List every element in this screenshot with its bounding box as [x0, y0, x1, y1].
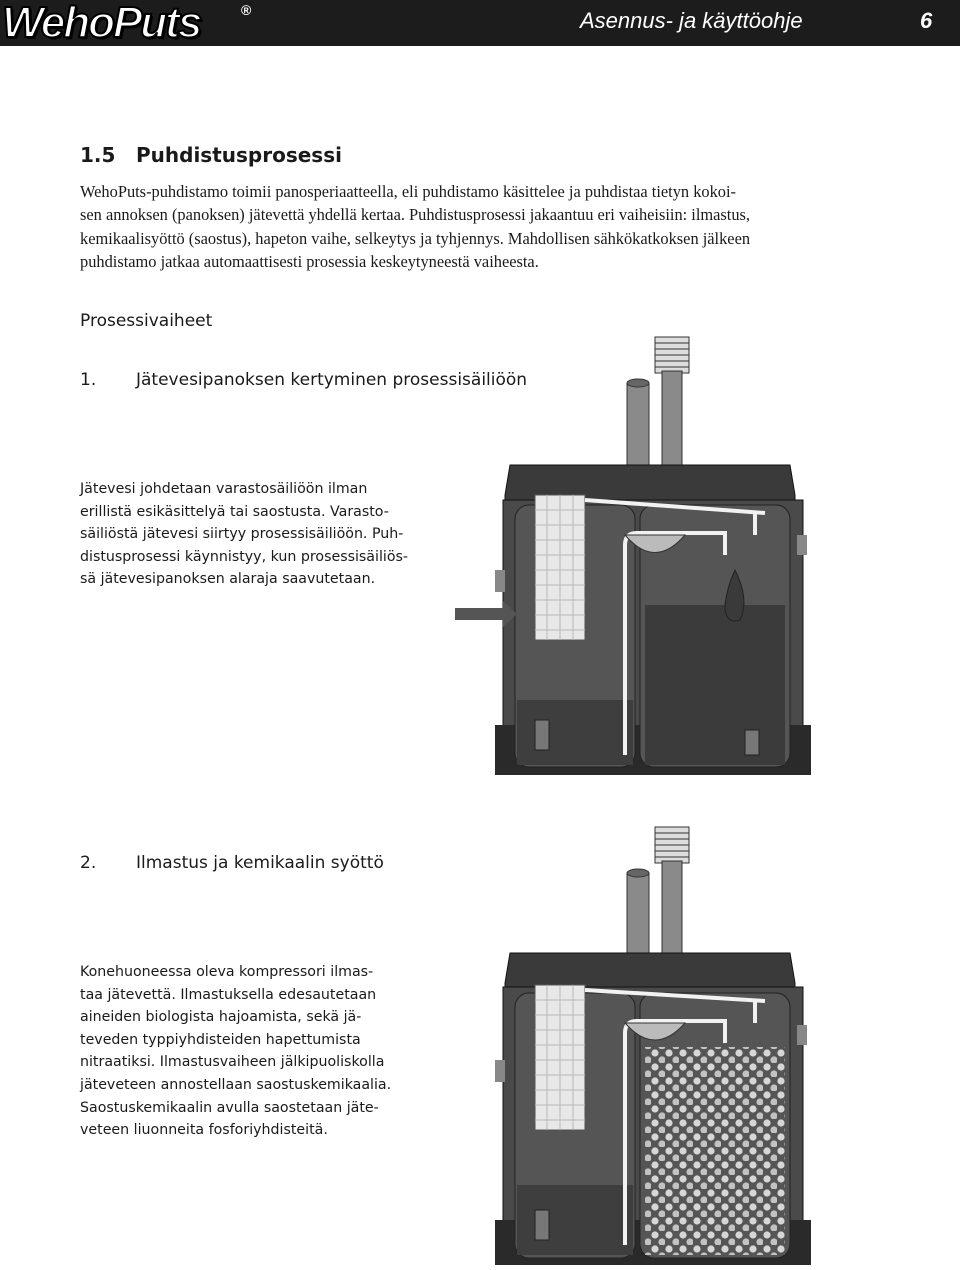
step-2-heading	[80, 853, 384, 873]
step-1-text	[80, 478, 410, 591]
step-line: säiliöstä jätevesi siirtyy prosessisäiliöön. Puh-	[80, 526, 404, 543]
step-2-text	[80, 961, 410, 1142]
intro-line: sen annoksen (panoksen) jätevettä yhdellä kertaa. Puhdistusprosessi jakaantuu eri vaiheisiin: ilmastus,	[80, 205, 751, 225]
step-number: 1.	[80, 370, 97, 390]
step-line: nitraatiksi. Ilmastusvaiheen jälkipuoliskolla	[80, 1054, 385, 1071]
step-line: teveden typpiyhdisteiden hapettumista	[80, 1031, 361, 1048]
phase-list-title: Prosessivaiheet	[80, 311, 213, 331]
intro-line: kemikaalisyöttö (saostus), hapeton vaihe, selkeytys ja tyhjennys. Mahdollisen sähkökatkoksen jälkeen	[80, 228, 751, 248]
treatment-plant-diagram-inflow-icon	[455, 335, 815, 780]
step-line: Konehuoneessa oleva kompressori ilmas-	[80, 964, 374, 980]
section-title: Puhdistusprosessi	[136, 143, 342, 167]
step-line: jäteveteen annostellaan saostuskemikaalia.	[80, 1076, 392, 1093]
step-title: Ilmastus ja kemikaalin syöttö	[136, 853, 384, 873]
intro-line: puhdistamo jatkaa automaattisesti prosessia keskeytyneestä vaiheesta.	[80, 252, 539, 272]
vent-cap-icon	[655, 337, 689, 373]
intro-paragraph	[80, 180, 860, 274]
section-number: 1.5	[80, 143, 116, 167]
step-line: erillistä esikäsittelyä tai saostusta. Varasto-	[80, 503, 389, 520]
treatment-plant-diagram-aeration-icon	[455, 825, 815, 1270]
step-line: distusprosessi käynnistyy, kun prosessisäiliös-	[80, 548, 409, 565]
page-number: 6	[920, 8, 933, 33]
step-title: Jätevesipanoksen kertyminen prosessisäiliöön	[136, 370, 528, 390]
section-heading	[80, 143, 342, 167]
step-line: sä jätevesipanoksen alaraja saavutetaan.	[80, 571, 376, 588]
step-line: Saostuskemikaalin avulla saostetaan jäte-	[80, 1099, 379, 1116]
wehoputs-logo: WehoPuts	[2, 0, 201, 47]
intro-line: WehoPuts-puhdistamo toimii panosperiaatteella, eli puhdistamo käsittelee ja puhdistaa tietyn kokoi-	[80, 182, 736, 201]
step-line: taa jätevettä. Ilmastuksella edesautetaan	[80, 986, 377, 1003]
step-line: veteen liuonneita fosforiyhdisteitä.	[80, 1122, 328, 1139]
step-number: 2.	[80, 853, 97, 873]
header-bar	[0, 0, 960, 46]
step-line: aineiden biologista hajoamista, sekä jä-	[80, 1009, 362, 1026]
vent-cap-icon	[655, 827, 689, 863]
step-line: Jätevesi johdetaan varastosäiliöön ilman	[80, 481, 368, 497]
registered-mark: ®	[241, 2, 252, 18]
document-title: Asennus- ja käyttöohje	[580, 8, 803, 33]
